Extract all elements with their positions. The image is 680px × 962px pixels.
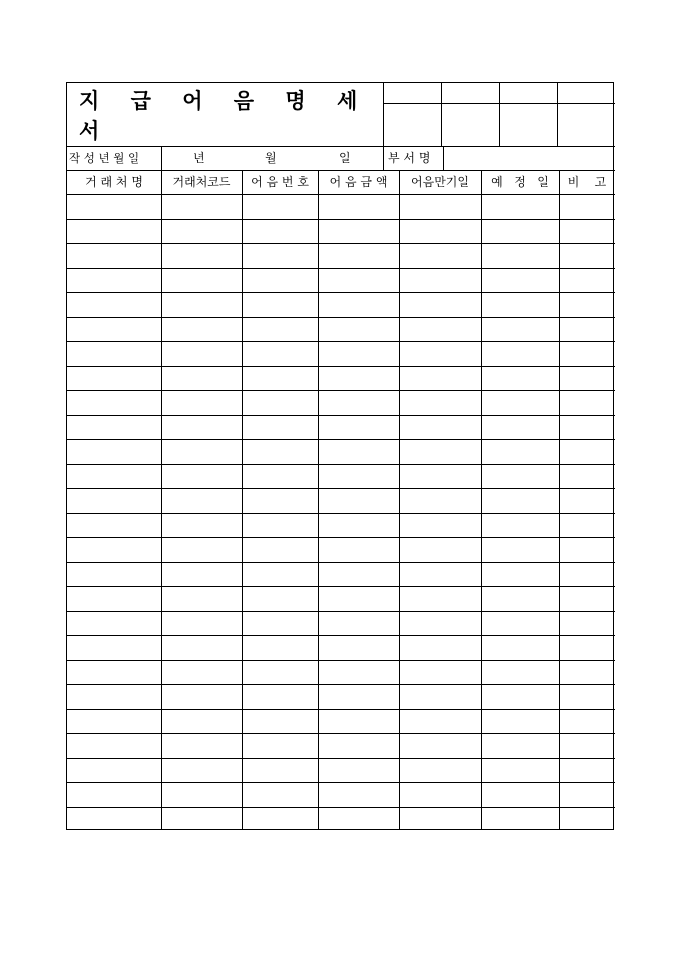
table-cell[interactable]: [559, 366, 615, 391]
table-cell[interactable]: [318, 537, 399, 562]
table-cell[interactable]: [67, 415, 161, 440]
table-cell[interactable]: [161, 782, 242, 807]
table-cell[interactable]: [161, 317, 242, 342]
table-row: [67, 782, 615, 807]
column-header: 예 정 일: [491, 175, 549, 189]
table-cell[interactable]: [399, 807, 481, 832]
table-cell[interactable]: [161, 390, 242, 415]
table-cell[interactable]: [161, 439, 242, 464]
table-cell[interactable]: [559, 537, 615, 562]
table-cell[interactable]: [399, 733, 481, 758]
table-cell[interactable]: [399, 219, 481, 244]
payment-note-form: [66, 82, 614, 830]
table-row: [67, 733, 615, 758]
table-cell[interactable]: [318, 317, 399, 342]
column-header: 어음만기일: [411, 175, 469, 189]
table-row: [67, 243, 615, 268]
table-cell[interactable]: [242, 586, 318, 611]
table-cell[interactable]: [161, 513, 242, 538]
table-cell[interactable]: [318, 219, 399, 244]
table-cell[interactable]: [481, 390, 559, 415]
table-cell[interactable]: [161, 464, 242, 489]
table-cell[interactable]: [67, 219, 161, 244]
approval-box-3[interactable]: [500, 104, 556, 145]
table-cell[interactable]: [242, 733, 318, 758]
table-cell[interactable]: [67, 268, 161, 293]
table-cell[interactable]: [242, 390, 318, 415]
table-cell[interactable]: [481, 611, 559, 636]
table-cell[interactable]: [399, 341, 481, 366]
table-row: [67, 390, 615, 415]
table-cell[interactable]: [242, 782, 318, 807]
table-cell[interactable]: [161, 488, 242, 513]
table-cell[interactable]: [67, 292, 161, 317]
table-cell[interactable]: [481, 243, 559, 268]
table-cell[interactable]: [559, 488, 615, 513]
table-row: [67, 415, 615, 440]
table-cell[interactable]: [161, 341, 242, 366]
table-cell[interactable]: [318, 366, 399, 391]
column-header: 어 음 번 호: [251, 175, 309, 189]
table-cell[interactable]: [399, 390, 481, 415]
table-cell[interactable]: [161, 733, 242, 758]
table-cell[interactable]: [559, 684, 615, 709]
table-cell[interactable]: [67, 513, 161, 538]
table-cell[interactable]: [481, 464, 559, 489]
department-field[interactable]: [444, 147, 614, 169]
table-cell[interactable]: [67, 464, 161, 489]
table-cell[interactable]: [318, 807, 399, 832]
table-cell[interactable]: [67, 635, 161, 660]
table-cell[interactable]: [481, 807, 559, 832]
table-cell[interactable]: [481, 268, 559, 293]
table-cell[interactable]: [318, 390, 399, 415]
table-cell[interactable]: [559, 513, 615, 538]
table-row: [67, 292, 615, 317]
table-row: [67, 317, 615, 342]
column-header: 거래처코드: [172, 175, 231, 189]
column-header: 어 음 금 액: [329, 175, 388, 189]
table-cell[interactable]: [559, 660, 615, 685]
table-cell[interactable]: [242, 292, 318, 317]
table-cell[interactable]: [559, 317, 615, 342]
table-row: [67, 758, 615, 783]
table-cell[interactable]: [67, 537, 161, 562]
table-cell[interactable]: [67, 611, 161, 636]
table-cell[interactable]: [161, 366, 242, 391]
table-cell[interactable]: [481, 635, 559, 660]
table-cell[interactable]: [481, 758, 559, 783]
table-cell[interactable]: [559, 562, 615, 587]
table-cell[interactable]: [559, 733, 615, 758]
table-cell[interactable]: [481, 292, 559, 317]
table-cell[interactable]: [481, 660, 559, 685]
table-cell[interactable]: [481, 733, 559, 758]
table-cell[interactable]: [242, 439, 318, 464]
table-cell[interactable]: [399, 439, 481, 464]
table-cell[interactable]: [559, 415, 615, 440]
table-cell[interactable]: [67, 366, 161, 391]
table-cell[interactable]: [481, 439, 559, 464]
department-label: 부 서 명: [388, 151, 431, 165]
approval-box-1[interactable]: [384, 104, 440, 145]
table-cell[interactable]: [242, 807, 318, 832]
table-row: [67, 562, 615, 587]
table-cell[interactable]: [399, 488, 481, 513]
table-cell[interactable]: [481, 194, 559, 219]
table-row: [67, 366, 615, 391]
table-row: [67, 488, 615, 513]
table-row: [67, 635, 615, 660]
table-cell[interactable]: [481, 709, 559, 734]
table-cell[interactable]: [399, 366, 481, 391]
table-cell[interactable]: [161, 660, 242, 685]
table-cell[interactable]: [161, 684, 242, 709]
table-cell[interactable]: [559, 390, 615, 415]
table-cell[interactable]: [399, 684, 481, 709]
month-unit: 월: [265, 151, 277, 165]
table-row: [67, 709, 615, 734]
table-cell[interactable]: [399, 635, 481, 660]
table-cell[interactable]: [242, 611, 318, 636]
table-cell[interactable]: [318, 782, 399, 807]
table-cell[interactable]: [318, 415, 399, 440]
table-cell[interactable]: [161, 807, 242, 832]
table-cell[interactable]: [242, 684, 318, 709]
table-cell[interactable]: [242, 194, 318, 219]
table-cell[interactable]: [481, 341, 559, 366]
table-cell[interactable]: [399, 243, 481, 268]
table-cell[interactable]: [559, 219, 615, 244]
date-label: 작 성 년 월 일: [69, 151, 140, 165]
table-cell[interactable]: [242, 317, 318, 342]
table-cell[interactable]: [559, 194, 615, 219]
table-cell[interactable]: [161, 709, 242, 734]
table-row: [67, 194, 615, 219]
department-divider: [383, 146, 384, 170]
table-cell[interactable]: [242, 537, 318, 562]
table-row: [67, 586, 615, 611]
table-cell[interactable]: [481, 586, 559, 611]
table-cell[interactable]: [242, 513, 318, 538]
table-row: [67, 660, 615, 685]
table-row: [67, 513, 615, 538]
table-cell[interactable]: [242, 415, 318, 440]
table-row: [67, 464, 615, 489]
table-cell[interactable]: [481, 562, 559, 587]
table-cell[interactable]: [318, 513, 399, 538]
table-cell[interactable]: [67, 782, 161, 807]
table-cell[interactable]: [559, 709, 615, 734]
table-cell[interactable]: [67, 243, 161, 268]
table-cell[interactable]: [399, 464, 481, 489]
table-cell[interactable]: [481, 684, 559, 709]
table-row: [67, 268, 615, 293]
table-cell[interactable]: [161, 758, 242, 783]
table-cell[interactable]: [161, 415, 242, 440]
table-cell[interactable]: [559, 268, 615, 293]
table-row: [67, 611, 615, 636]
table-cell[interactable]: [318, 586, 399, 611]
table-row: [67, 219, 615, 244]
table-cell[interactable]: [318, 709, 399, 734]
table-row: [67, 439, 615, 464]
table-cell[interactable]: [67, 390, 161, 415]
table-cell[interactable]: [399, 415, 481, 440]
column-header: 거 래 처 명: [85, 175, 143, 189]
table-row: [67, 807, 615, 832]
column-header: 비 고: [567, 175, 607, 189]
table-cell[interactable]: [67, 733, 161, 758]
table-cell[interactable]: [67, 439, 161, 464]
table-cell[interactable]: [559, 758, 615, 783]
table-cell[interactable]: [318, 488, 399, 513]
table-cell[interactable]: [242, 464, 318, 489]
table-cell[interactable]: [318, 562, 399, 587]
table-cell[interactable]: [67, 562, 161, 587]
table-cell[interactable]: [318, 635, 399, 660]
table-row: [67, 537, 615, 562]
table-cell[interactable]: [161, 562, 242, 587]
table-cell[interactable]: [242, 366, 318, 391]
table-cell[interactable]: [161, 537, 242, 562]
table-cell[interactable]: [242, 268, 318, 293]
table-cell[interactable]: [318, 268, 399, 293]
table-cell[interactable]: [559, 439, 615, 464]
table-cell[interactable]: [242, 758, 318, 783]
table-cell[interactable]: [559, 464, 615, 489]
table-cell[interactable]: [318, 243, 399, 268]
table-cell[interactable]: [481, 219, 559, 244]
form-title: 지 급 어 음 명 세 서: [79, 87, 370, 143]
date-field[interactable]: [162, 147, 383, 169]
table-cell[interactable]: [559, 611, 615, 636]
table-cell[interactable]: [399, 537, 481, 562]
table-cell[interactable]: [399, 562, 481, 587]
table-cell[interactable]: [242, 219, 318, 244]
table-cell[interactable]: [481, 415, 559, 440]
approval-box-2[interactable]: [442, 104, 498, 145]
table-cell[interactable]: [399, 194, 481, 219]
table-cell[interactable]: [399, 586, 481, 611]
table-cell[interactable]: [399, 292, 481, 317]
table-cell[interactable]: [399, 611, 481, 636]
table-cell[interactable]: [242, 488, 318, 513]
table-row: [67, 684, 615, 709]
table-cell[interactable]: [318, 758, 399, 783]
table-cell[interactable]: [318, 733, 399, 758]
table-cell[interactable]: [318, 341, 399, 366]
table-cell[interactable]: [318, 194, 399, 219]
table-cell[interactable]: [559, 292, 615, 317]
table-cell[interactable]: [399, 782, 481, 807]
table-cell[interactable]: [67, 709, 161, 734]
table-cell[interactable]: [318, 684, 399, 709]
table-cell[interactable]: [161, 611, 242, 636]
table-cell[interactable]: [242, 660, 318, 685]
table-cell[interactable]: [559, 807, 615, 832]
table-cell[interactable]: [161, 268, 242, 293]
table-cell[interactable]: [318, 660, 399, 685]
table-cell[interactable]: [318, 464, 399, 489]
table-cell[interactable]: [67, 341, 161, 366]
table-cell[interactable]: [559, 341, 615, 366]
table-cell[interactable]: [399, 660, 481, 685]
table-cell[interactable]: [67, 586, 161, 611]
table-cell[interactable]: [242, 635, 318, 660]
table-cell[interactable]: [559, 635, 615, 660]
table-cell[interactable]: [481, 537, 559, 562]
table-cell[interactable]: [318, 439, 399, 464]
table-cell[interactable]: [161, 292, 242, 317]
table-cell[interactable]: [161, 219, 242, 244]
table-cell[interactable]: [559, 243, 615, 268]
table-cell[interactable]: [67, 488, 161, 513]
table-cell[interactable]: [67, 194, 161, 219]
table-cell[interactable]: [242, 562, 318, 587]
table-cell[interactable]: [67, 807, 161, 832]
table-cell[interactable]: [67, 758, 161, 783]
table-cell[interactable]: [161, 586, 242, 611]
table-cell[interactable]: [399, 317, 481, 342]
table-cell[interactable]: [242, 243, 318, 268]
table-cell[interactable]: [481, 488, 559, 513]
year-unit: 년: [193, 151, 205, 165]
day-unit: 일: [339, 151, 351, 165]
table-cell[interactable]: [67, 317, 161, 342]
table-cell[interactable]: [161, 243, 242, 268]
table-cell[interactable]: [242, 341, 318, 366]
table-cell[interactable]: [481, 366, 559, 391]
table-cell[interactable]: [67, 660, 161, 685]
table-row: [67, 341, 615, 366]
table-cell[interactable]: [161, 635, 242, 660]
table-cell[interactable]: [559, 782, 615, 807]
approval-box-4[interactable]: [558, 104, 614, 145]
table-cell[interactable]: [318, 611, 399, 636]
table-cell[interactable]: [559, 586, 615, 611]
table-cell[interactable]: [242, 709, 318, 734]
table-cell[interactable]: [399, 709, 481, 734]
table-cell[interactable]: [318, 292, 399, 317]
table-cell[interactable]: [399, 268, 481, 293]
table-cell[interactable]: [481, 513, 559, 538]
table-cell[interactable]: [399, 758, 481, 783]
table-cell[interactable]: [161, 194, 242, 219]
table-cell[interactable]: [399, 513, 481, 538]
table-cell[interactable]: [481, 317, 559, 342]
table-cell[interactable]: [67, 684, 161, 709]
table-cell[interactable]: [481, 782, 559, 807]
